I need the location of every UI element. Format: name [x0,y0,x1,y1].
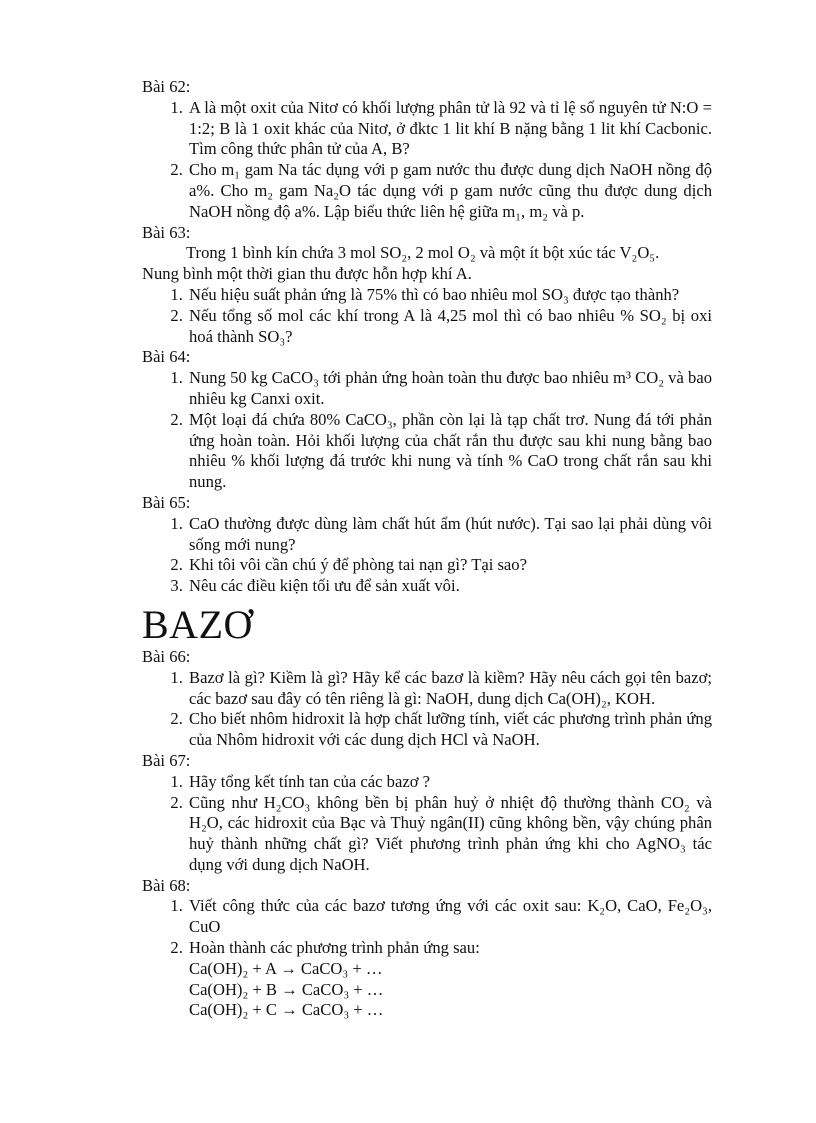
question-item: 1. A là một oxit của Nitơ có khối lượng phân tử là 92 và tỉ lệ số nguyên tử N:O = 1:2; B là 1 oxit khác của Nitơ, ở đktc 1 lit khí B nặng bằng 1 lit khí Cacbonic. Tìm công thức phân tử của A, B? [187,98,712,160]
exercise-intro: Nung bình một thời gian thu được hỗn hợp khí A. [142,264,472,284]
question-item: 1. Hãy tổng kết tính tan của các bazơ ? [187,772,712,793]
section-heading: BAZƠ [142,601,253,647]
question-item [187,938,712,1021]
equation-line: Ca(OH)₂ + B → CaCO₃ + … [189,979,384,999]
question-item: 2. Cũng như H₂CO₃ không bền bị phân huỷ ở nhiệt độ thường thành CO₂ và H₂O, các hidroxit của Bạc và Thuỷ ngân(II) cũng không bền, vậy chúng phân huỷ thành những chất gì? Viết phương trình phản ứng khi cho AgNO₃ tác dụng với dung dịch NaOH. [187,793,712,876]
question-item: 2. Cho biết nhôm hidroxit là hợp chất lưỡng tính, viết các phương trình phản ứng của Nhôm hidroxit với các dung dịch HCl và NaOH. [187,709,712,751]
exercise-66 [142,647,712,751]
question-item: 3. Nêu các điều kiện tối ưu để sản xuất vôi. [187,576,712,597]
exercise-64 [142,347,712,493]
exercise-65 [142,493,712,597]
question-item: 1. Bazơ là gì? Kiềm là gì? Hãy kể các bazơ là kiềm? Hãy nêu cách gọi tên bazơ; các bazơ sau đây có tên riêng là gì: NaOH, dung dịch Ca(OH)₂, KOH. [187,668,712,710]
exercise-title: Bài 67: [142,750,191,770]
exercise-title: Bài 65: [142,492,191,512]
question-item: 1. Nếu hiệu suất phản ứng là 75% thì có bao nhiêu mol SO₃ được tạo thành? [187,285,712,306]
equation-line: Ca(OH)₂ + A → CaCO₃ + … [189,958,383,978]
exercise-63 [142,223,712,348]
exercise-title: Bài 64: [142,347,191,367]
exercise-68 [142,876,712,1022]
question-item: 2. Một loại đá chứa 80% CaCO₃, phần còn lại là tạp chất trơ. Nung đá tới phản ứng hoàn toàn. Hỏi khối lượng của chất rắn thu được sau khi nung bằng bao nhiêu % khối lượng đá trước khi nung và tính % CaO trong chất rắn sau khi nung. [187,410,712,493]
question-item: 2. Khi tôi vôi cần chú ý để phòng tai nạn gì? Tại sao? [187,555,712,576]
exercise-intro: Trong 1 bình kín chứa 3 mol SO₂, 2 mol O₂ và một ít bột xúc tác V₂O₅. [186,243,660,263]
exercise-title: Bài 66: [142,646,191,666]
exercise-title: Bài 63: [142,222,191,242]
question-item: 1. CaO thường được dùng làm chất hút ẩm (hút nước). Tại sao lại phải dùng vôi sống mới nung? [187,514,712,556]
question-item: 2. Cho m₁ gam Na tác dụng với p gam nước thu được dung dịch NaOH nồng độ a%. Cho m₂ gam Na₂O tác dụng với p gam nước cũng thu được dung dịch NaOH nồng độ a%. Lập biểu thức liên hệ giữa m₁, m₂ và p. [187,160,712,222]
exercise-67 [142,751,712,876]
question-item: 1. Nung 50 kg CaCO₃ tới phản ứng hoàn toàn thu được bao nhiêu m³ CO₂ và bao nhiêu kg Canxi oxit. [187,368,712,410]
exercise-title: Bài 68: [142,875,191,895]
question-item: 2. Nếu tổng số mol các khí trong A là 4,25 mol thì có bao nhiêu % SO₂ bị oxi hoá thành SO₃? [187,306,712,348]
document-body [142,77,712,1021]
question-item: 1. Viết công thức của các bazơ tương ứng với các oxit sau: K₂O, CaO, Fe₂O₃, CuO [187,896,712,938]
question-text: 2. Hoàn thành các phương trình phản ứng sau: [189,938,480,958]
exercise-title: Bài 62: [142,77,191,96]
exercise-62 [142,77,712,223]
equation-line: Ca(OH)₂ + C → CaCO₃ + … [189,1000,384,1020]
